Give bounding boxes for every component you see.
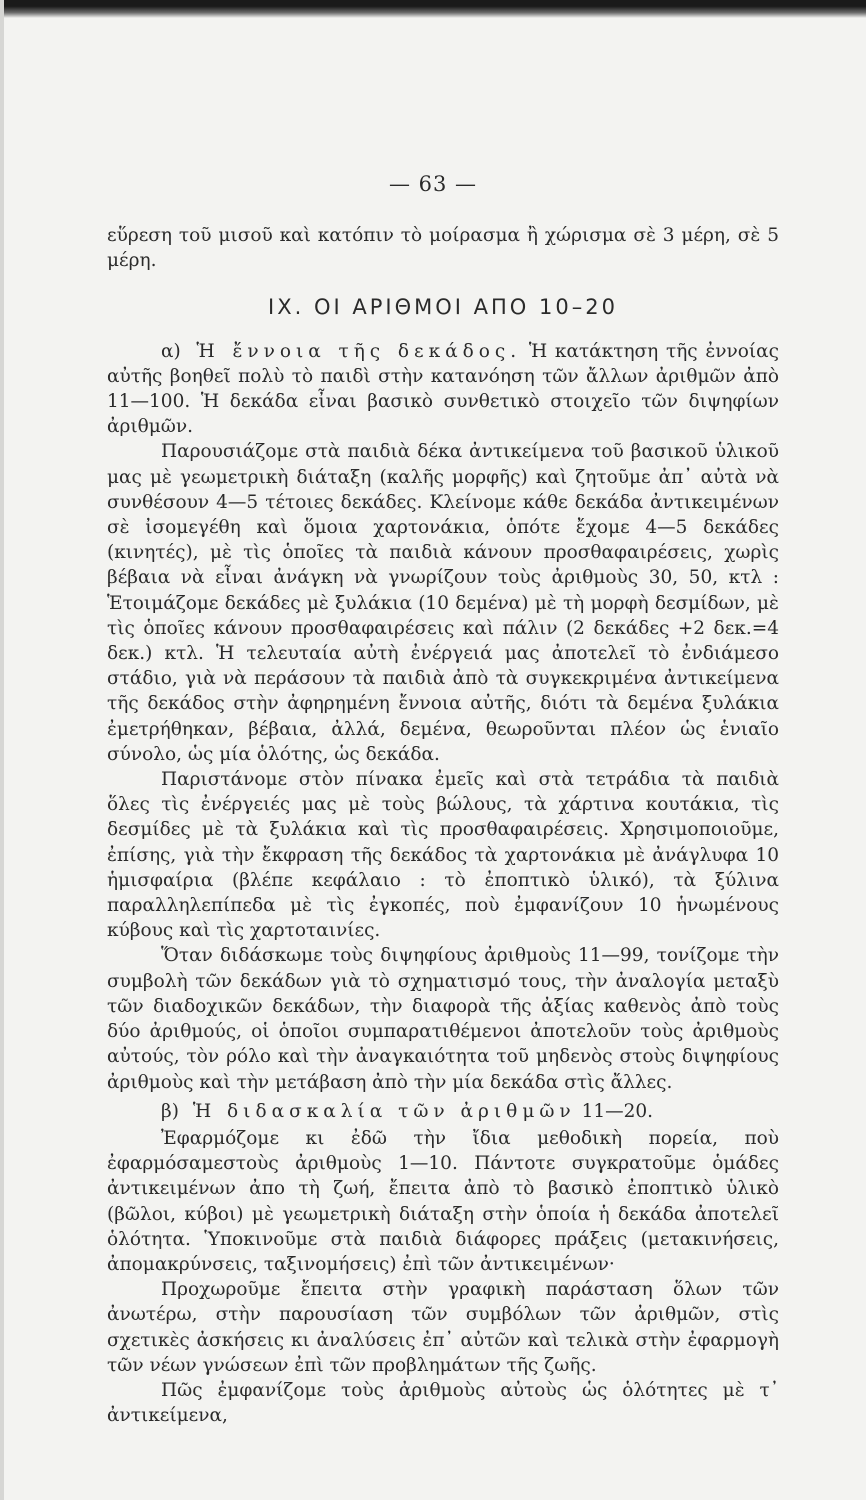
paragraph-two-digit: Ὅταν διδάσκωμε τοὺς διψηφίους ἀριθμοὺς 11—99, τονίζομε τὴν συμβολὴ τῶν δεκάδων γιὰ τὸ σχηματισμό τους, τὴν ἀναλογία μεταξὺ τῶν διαδοχικῶν δεκάδων, τὴν διαφορὰ τῆς ἀξίας καθενὸς ἀπὸ τοὺς δύο ἀριθμούς, οἱ ὁποῖοι συμπαρατιθέμενοι ἀποτελοῦν τοὺς ἀριθμοὺς αὐτούς, τὸν ρόλο καὶ τὴν ἀναγκαιότητα τοῦ μηδενὸς στοὺς διψηφίους ἀριθμοὺς καὶ τὴν μετάβαση ἀπὸ τὴν μία δεκάδα στὶς ἄλλες. (107, 945, 779, 1093)
section-a-title: Ἡ ἔννοια τῆς δεκάδος. (196, 340, 522, 362)
section-a-label: α) (161, 340, 181, 362)
paragraph-continuation: εὕρεση τοῦ μισοῦ καὶ κατόπιν τὸ μοίρασμα ἢ χώρισμα σὲ 3 μέρη, σὲ 5 μέρη. (107, 225, 779, 272)
scan-top-border (0, 0, 866, 18)
section-b-range: 11—20. (581, 1100, 654, 1122)
paragraph-graphic: Προχωροῦμε ἔπειτα στὴν γραφικὴ παράσταση ὅλων τῶν ἀνωτέρω, στὴν παρουσίαση τῶν συμβόλων τῶν ἀριθμῶν, στὶς σχετικὲς ἀσκήσεις κι ἀναλύσεις ἐπ᾽ αὐτῶν καὶ τελικὰ στὴν ἐφαρμογὴ τῶν νέων γνώσεων ἐπὶ τῶν προβλημάτων τῆς ζωῆς. (107, 1279, 779, 1376)
paragraph-method: Ἐφαρμόζομε κι ἐδῶ τὴν ἴδια μεθοδικὴ πορεία, ποὺ ἐφαρμόσαμεστοὺς ἀριθμοὺς 1—10. Πάντοτε συγκρατοῦμε ὁμάδες ἀντικειμένων ἀπο τὴ ζωή, ἔπειτα ἀπὸ τὸ βασικὸ ἐποπτικὸ ὑλικὸ (βῶλοι, κύβοι) μὲ γεωμετρικὴ διάταξη στὴν ὁποία ἡ δεκάδα ἀποτελεῖ ὁλότητα. Ὑποκινοῦμε στὰ παιδιὰ διάφορες πράξεις (μετακινήσεις, ἀπομακρύνσεις, ταξινομήσεις) ἐπὶ τῶν ἀντικειμένων· (107, 1127, 779, 1275)
section-b-label: β) (161, 1100, 179, 1122)
paragraph-presentation: Παρουσιάζομε στὰ παιδιὰ δέκα ἀντικείμενα τοῦ βασικοῦ ὑλικοῦ μας μὲ γεωμετρικὴ διάταξη (καλῆς μορφῆς) καὶ ζητοῦμε ἀπ᾽ αὐτὰ νὰ συνθέσουν 4—5 τέτοιες δεκάδες. Κλείνομε κάθε δεκάδα ἀντικειμένων σὲ ἰσομεγέθη καὶ ὅμοια χαρτονάκια, ὁπότε ἔχομε 4—5 δεκάδες (κινητές), μὲ τὶς ὁποῖες τὰ παιδιὰ κάνουν προσθαφαιρέσεις, χωρὶς βέβαια νὰ εἶναι ἀνάγκη νὰ γνωρίζουν τοὺς ἀριθμοὺς 30, 50, κτλ : Ἑτοιμάζομε δεκάδες μὲ ξυλάκια (10 δεμένα) μὲ τὴ μορφὴ δεσμίδων, μὲ τὶς ὁποῖες κάνουν προσθαφαιρέσεις καὶ πάλιν (2 δεκάδες +2 δεκ.=4 δεκ.) κτλ. Ἡ τελευταία αὐτὴ ἐνέργειά μας ἀποτελεῖ τὸ ἐνδιάμεσο στάδιο, γιὰ νὰ περάσουν τὰ παιδιὰ ἀπὸ τὰ συγκεκριμένα ἀντικείμενα τῆς δεκάδος στὴν ἀφηρημένη ἔννοια αὐτῆς, διότι τὰ δεμένα ξυλάκια ἐμετρήθηκαν, βέβαια, ἀλλά, δεμένα, θεωροῦνται πλέον ὡς ἑνιαῖο σύνολο, ὡς μία ὁλότης, ὡς δεκάδα. (107, 441, 779, 765)
paragraph-wholes: Πῶς ἐμφανίζομε τοὺς ἀριθμοὺς αὐτοὺς ὡς ὁλότητες μὲ τ᾽ ἀντικείμενα, (107, 1379, 779, 1427)
section-a-paragraph (107, 339, 779, 440)
chapter-heading: IX. ΟΙ ΑΡΙΘΜΟΙ ΑΠΟ 10–20 (268, 295, 618, 320)
section-b-heading (161, 1099, 779, 1124)
section-b-title: Ἡ διδασκαλία τῶν ἀριθμῶν (192, 1100, 576, 1122)
paragraph-board: Παριστάνομε στὸν πίνακα ἐμεῖς καὶ στὰ τετράδια τὰ παιδιὰ ὅλες τὶς ἐνέργειές μας μὲ τοὺς βώλους, τὰ χάρτινα κουτάκια, τὶς δεσμίδες μὲ τὰ ξυλάκια καὶ τὶς προσθαφαιρέσεις. Χρησιμοποιοῦμε, ἐπίσης, γιὰ τὴν ἔκφραση τῆς δεκάδος τὰ χαρτονάκια μὲ ἀνάγλυφα 10 ἡμισφαίρια (βλέπε κεφάλαιο : τὸ ἐποπτικὸ ὑλικό), τὰ ξύλινα παραλληλεπίπεδα μὲ τὶς ἐγκοπές, ποὺ ἐμφανίζουν 10 ἡνωμένους κύβους καὶ τὶς χαρτοταινίες. (107, 769, 779, 942)
page-number: — 63 — (388, 172, 478, 196)
page-body (107, 223, 779, 1428)
scan-left-edge (0, 0, 4, 1500)
section-a-text: Ἡ κατάκτηση τῆς ἐννοίας αὐτῆς βοηθεῖ πολὺ τὸ παιδὶ στὴν κατανόηση τῶν ἄλλων ἀριθμῶν ἀπὸ 11—100. Ἡ δεκάδα εἶναι βασικὸ συνθετικὸ στοιχεῖο τῶν διψηφίων ἀριθμῶν. (107, 340, 779, 438)
